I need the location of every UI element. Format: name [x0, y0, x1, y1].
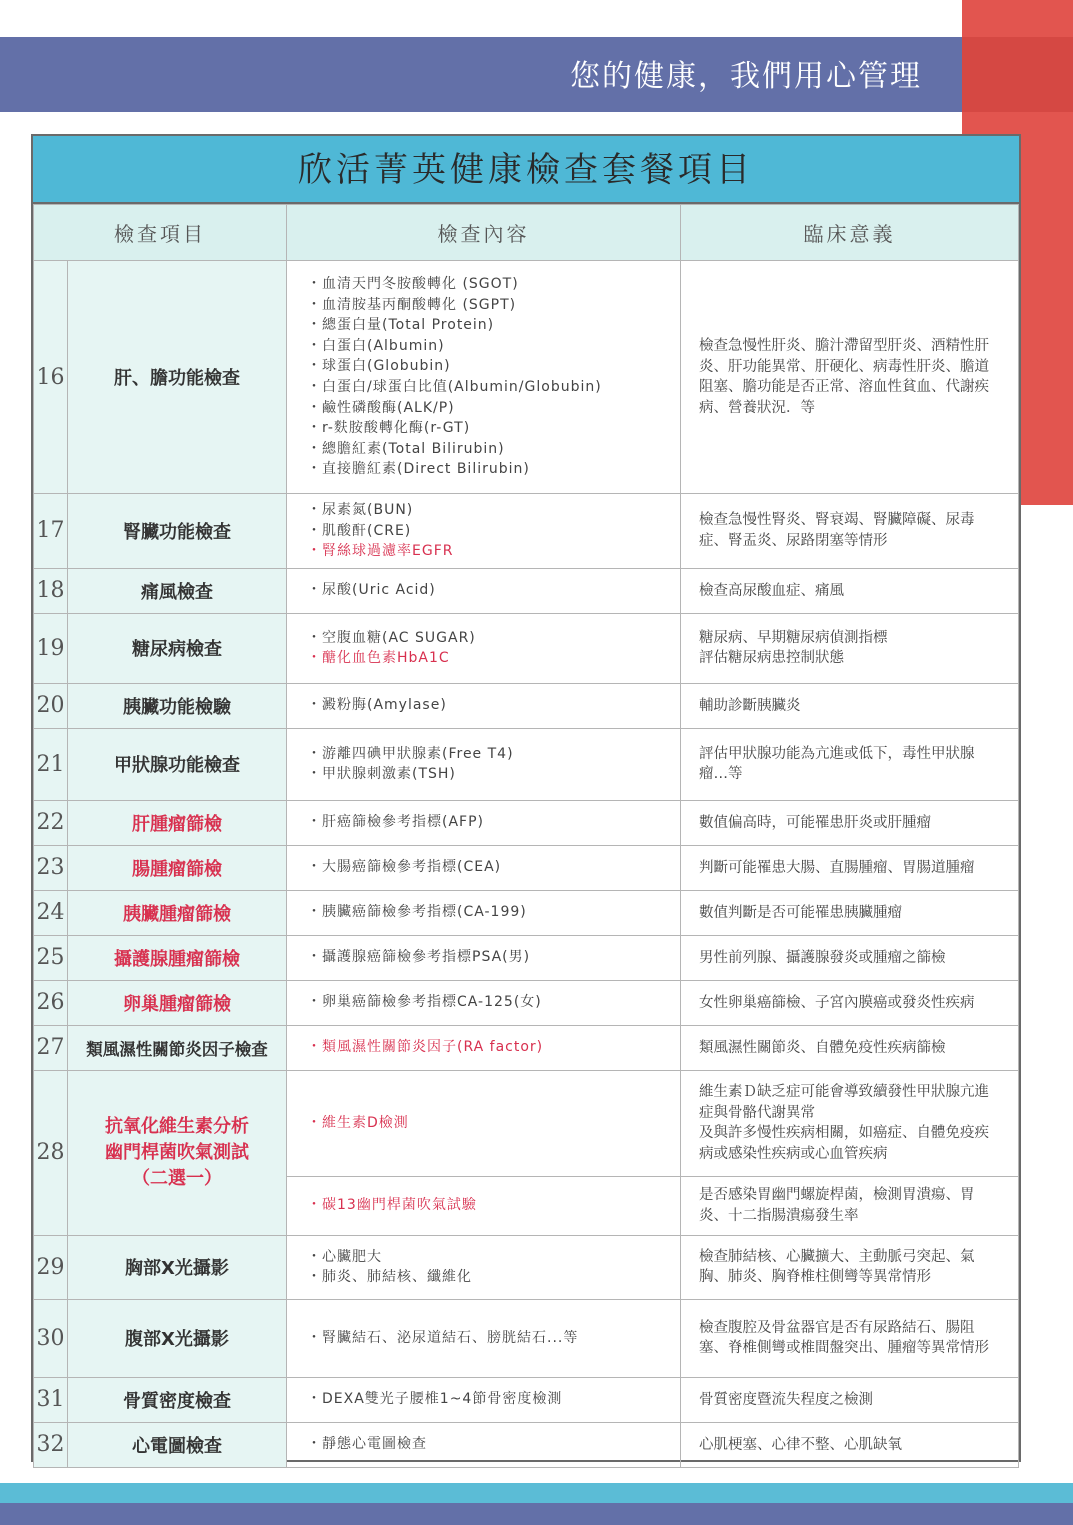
item-name: 胸部X光攝影 [68, 1235, 287, 1299]
exam-item: ・ 維生素D檢測 [307, 1113, 670, 1134]
exam-content [287, 1235, 681, 1299]
exam-item: ・ 醣化血色素HbA1C [307, 648, 670, 669]
item-name: 卵巢腫瘤篩檢 [68, 980, 287, 1025]
clinical-meaning: 檢查急慢性腎炎、腎衰竭、腎臟障礙、尿毒症、腎盂炎、尿路閉塞等情形 [681, 494, 1019, 569]
item-number: 28 [34, 1070, 68, 1235]
exam-content [287, 1176, 681, 1235]
exam-item: ・ 肺炎、肺結核、纖維化 [307, 1267, 670, 1288]
table-row [34, 1377, 1019, 1422]
item-name: 骨質密度檢查 [68, 1377, 287, 1422]
item-number: 23 [34, 845, 68, 890]
clinical-meaning: 是否感染胃幽門螺旋桿菌，檢測胃潰瘍、胃炎、十二指腸潰瘍發生率 [681, 1176, 1019, 1235]
item-name: 甲狀腺功能檢查 [68, 728, 287, 800]
table-row [34, 1299, 1019, 1377]
item-number: 27 [34, 1025, 68, 1070]
item-name: 糖尿病檢查 [68, 613, 287, 683]
exam-content [287, 568, 681, 613]
exam-content [287, 845, 681, 890]
item-number: 25 [34, 935, 68, 980]
exam-item: ・ 尿素氮(BUN) [307, 500, 670, 521]
item-number: 24 [34, 890, 68, 935]
column-header-content: 檢查內容 [287, 205, 681, 261]
exam-content [287, 261, 681, 494]
checkup-table [31, 134, 1021, 1462]
column-header-item: 檢查項目 [34, 205, 287, 261]
column-header-meaning: 臨床意義 [681, 205, 1019, 261]
exam-content [287, 980, 681, 1025]
slogan: 您的健康，我們用心管理 [570, 59, 922, 94]
item-name: 胰臟腫瘤篩檢 [68, 890, 287, 935]
item-number: 21 [34, 728, 68, 800]
clinical-meaning: 判斷可能罹患大腸、直腸腫瘤、胃腸道腫瘤 [681, 845, 1019, 890]
item-number: 17 [34, 494, 68, 569]
exam-content [287, 1025, 681, 1070]
footer-stripe-indigo [0, 1503, 1073, 1525]
table-header-row [34, 205, 1019, 261]
exam-item: ・ 攝護腺癌篩檢參考指標PSA(男) [307, 947, 670, 968]
item-name: 腎臟功能檢查 [68, 494, 287, 569]
item-name: 心電圖檢查 [68, 1422, 287, 1467]
red-accent-bar-dark [962, 37, 1073, 112]
table-title: 欣活菁英健康檢查套餐項目 [33, 136, 1019, 204]
item-name: 肝、膽功能檢查 [68, 261, 287, 494]
clinical-meaning: 維生素Ｄ缺乏症可能會導致續發性甲狀腺亢進症與骨骼代謝異常 及與許多慢性疾病相關，如癌症、自體免疫疾病或感染性疾病或心血管疾病 [681, 1070, 1019, 1176]
exam-item: ・ 大腸癌篩檢參考指標(CEA) [307, 857, 670, 878]
table-row [34, 1422, 1019, 1467]
exam-item: ・ 血清天門冬胺酸轉化 (SGOT) [307, 274, 670, 295]
table-row [34, 980, 1019, 1025]
exam-item: ・ 腎臟結石、泌尿道結石、膀胱結石...等 [307, 1328, 670, 1349]
item-name: 胰臟功能檢驗 [68, 683, 287, 728]
table-row [34, 845, 1019, 890]
table-row [34, 568, 1019, 613]
clinical-meaning: 檢查急慢性肝炎、膽汁滯留型肝炎、酒精性肝炎、肝功能異常、肝硬化、病毒性肝炎、膽道阻塞、膽功能是否正常、溶血性貧血、代謝疾病、營養狀況．等 [681, 261, 1019, 494]
table-row [34, 1235, 1019, 1299]
item-number: 22 [34, 800, 68, 845]
exam-item: ・ 尿酸(Uric Acid) [307, 580, 670, 601]
item-number: 31 [34, 1377, 68, 1422]
exam-item: ・ 甲狀腺刺激素(TSH) [307, 764, 670, 785]
footer-stripe-blue [0, 1483, 1073, 1503]
clinical-meaning: 女性卵巢癌篩檢、子宮內膜癌或發炎性疾病 [681, 980, 1019, 1025]
clinical-meaning: 男性前列腺、攝護腺發炎或腫瘤之篩檢 [681, 935, 1019, 980]
exam-content [287, 613, 681, 683]
table-row [34, 261, 1019, 494]
table-row [34, 800, 1019, 845]
exam-content [287, 800, 681, 845]
exam-item: ・ 球蛋白(Globubin) [307, 356, 670, 377]
clinical-meaning: 類風濕性關節炎、自體免疫性疾病篩檢 [681, 1025, 1019, 1070]
clinical-meaning: 檢查高尿酸血症、痛風 [681, 568, 1019, 613]
exam-content [287, 728, 681, 800]
exam-content [287, 1422, 681, 1467]
exam-item: ・ DEXA雙光子腰椎1~4節骨密度檢測 [307, 1389, 670, 1410]
item-name: 腸腫瘤篩檢 [68, 845, 287, 890]
item-name: 肝腫瘤篩檢 [68, 800, 287, 845]
table-row [34, 935, 1019, 980]
item-number: 16 [34, 261, 68, 494]
exam-item: ・ 總膽紅素(Total Bilirubin) [307, 439, 670, 460]
exam-content [287, 1377, 681, 1422]
exam-content [287, 935, 681, 980]
item-name: 抗氧化維生素分析 幽門桿菌吹氣測試 （二選一） [68, 1070, 287, 1235]
top-margin [0, 0, 962, 37]
header-banner [0, 37, 962, 112]
item-number: 18 [34, 568, 68, 613]
exam-item: ・ 肝癌篩檢參考指標(AFP) [307, 812, 670, 833]
clinical-meaning: 數值偏高時，可能罹患肝炎或肝腫瘤 [681, 800, 1019, 845]
table-row [34, 1070, 1019, 1176]
item-name: 攝護腺腫瘤篩檢 [68, 935, 287, 980]
clinical-meaning: 評估甲狀腺功能為亢進或低下，毒性甲狀腺瘤…等 [681, 728, 1019, 800]
exam-item: ・ 白蛋白/球蛋白比值(Albumin/Globubin) [307, 377, 670, 398]
item-number: 19 [34, 613, 68, 683]
exam-item: ・ 心臟肥大 [307, 1247, 670, 1268]
exam-item: ・ 碳13幽門桿菌吹氣試驗 [307, 1195, 670, 1216]
item-number: 30 [34, 1299, 68, 1377]
exam-item: ・ r-麩胺酸轉化酶(r-GT) [307, 418, 670, 439]
exam-content [287, 1070, 681, 1176]
exam-item: ・ 血清胺基丙酮酸轉化 (SGPT) [307, 295, 670, 316]
table-row [34, 613, 1019, 683]
clinical-meaning: 糖尿病、早期糖尿病偵測指標 評估糖尿病患控制狀態 [681, 613, 1019, 683]
exam-item: ・ 白蛋白(Albumin) [307, 336, 670, 357]
clinical-meaning: 心肌梗塞、心律不整、心肌缺氧 [681, 1422, 1019, 1467]
item-name: 類風濕性關節炎因子檢查 [68, 1025, 287, 1070]
exam-item: ・ 肌酸酐(CRE) [307, 521, 670, 542]
clinical-meaning: 輔助診斷胰臟炎 [681, 683, 1019, 728]
exam-item: ・ 胰臟癌篩檢參考指標(CA-199) [307, 902, 670, 923]
exam-content [287, 890, 681, 935]
exam-content [287, 1299, 681, 1377]
item-number: 26 [34, 980, 68, 1025]
item-name: 腹部X光攝影 [68, 1299, 287, 1377]
exam-item: ・ 類風濕性關節炎因子(RA factor) [307, 1037, 670, 1058]
exam-item: ・ 游離四碘甲狀腺素(Free T4) [307, 744, 670, 765]
exam-content [287, 494, 681, 569]
item-number: 20 [34, 683, 68, 728]
clinical-meaning: 檢查腹腔及骨盆器官是否有尿路結石、腸阻塞、脊椎側彎或椎間盤突出、腫瘤等異常情形 [681, 1299, 1019, 1377]
clinical-meaning: 檢查肺結核、心臟擴大、主動脈弓突起、氣胸、肺炎、胸脊椎柱側彎等異常情形 [681, 1235, 1019, 1299]
exam-item: ・ 澱粉脢(Amylase) [307, 695, 670, 716]
exam-item: ・ 腎絲球過濾率EGFR [307, 541, 670, 562]
table-row [34, 728, 1019, 800]
clinical-meaning: 骨質密度暨流失程度之檢測 [681, 1377, 1019, 1422]
item-number: 32 [34, 1422, 68, 1467]
exam-item: ・ 靜態心電圖檢查 [307, 1434, 670, 1455]
exam-item: ・ 鹼性磷酸酶(ALK/P) [307, 398, 670, 419]
table-row [34, 494, 1019, 569]
table-row [34, 1025, 1019, 1070]
exam-item: ・ 直接膽紅素(Direct Bilirubin) [307, 459, 670, 480]
exam-item: ・ 總蛋白量(Total Protein) [307, 315, 670, 336]
exam-item: ・ 空腹血糖(AC SUGAR) [307, 628, 670, 649]
table-row [34, 683, 1019, 728]
clinical-meaning: 數值判斷是否可能罹患胰臟腫瘤 [681, 890, 1019, 935]
item-name: 痛風檢查 [68, 568, 287, 613]
table-row [34, 890, 1019, 935]
exam-content [287, 683, 681, 728]
exam-item: ・ 卵巢癌篩檢參考指標CA-125(女) [307, 992, 670, 1013]
item-number: 29 [34, 1235, 68, 1299]
